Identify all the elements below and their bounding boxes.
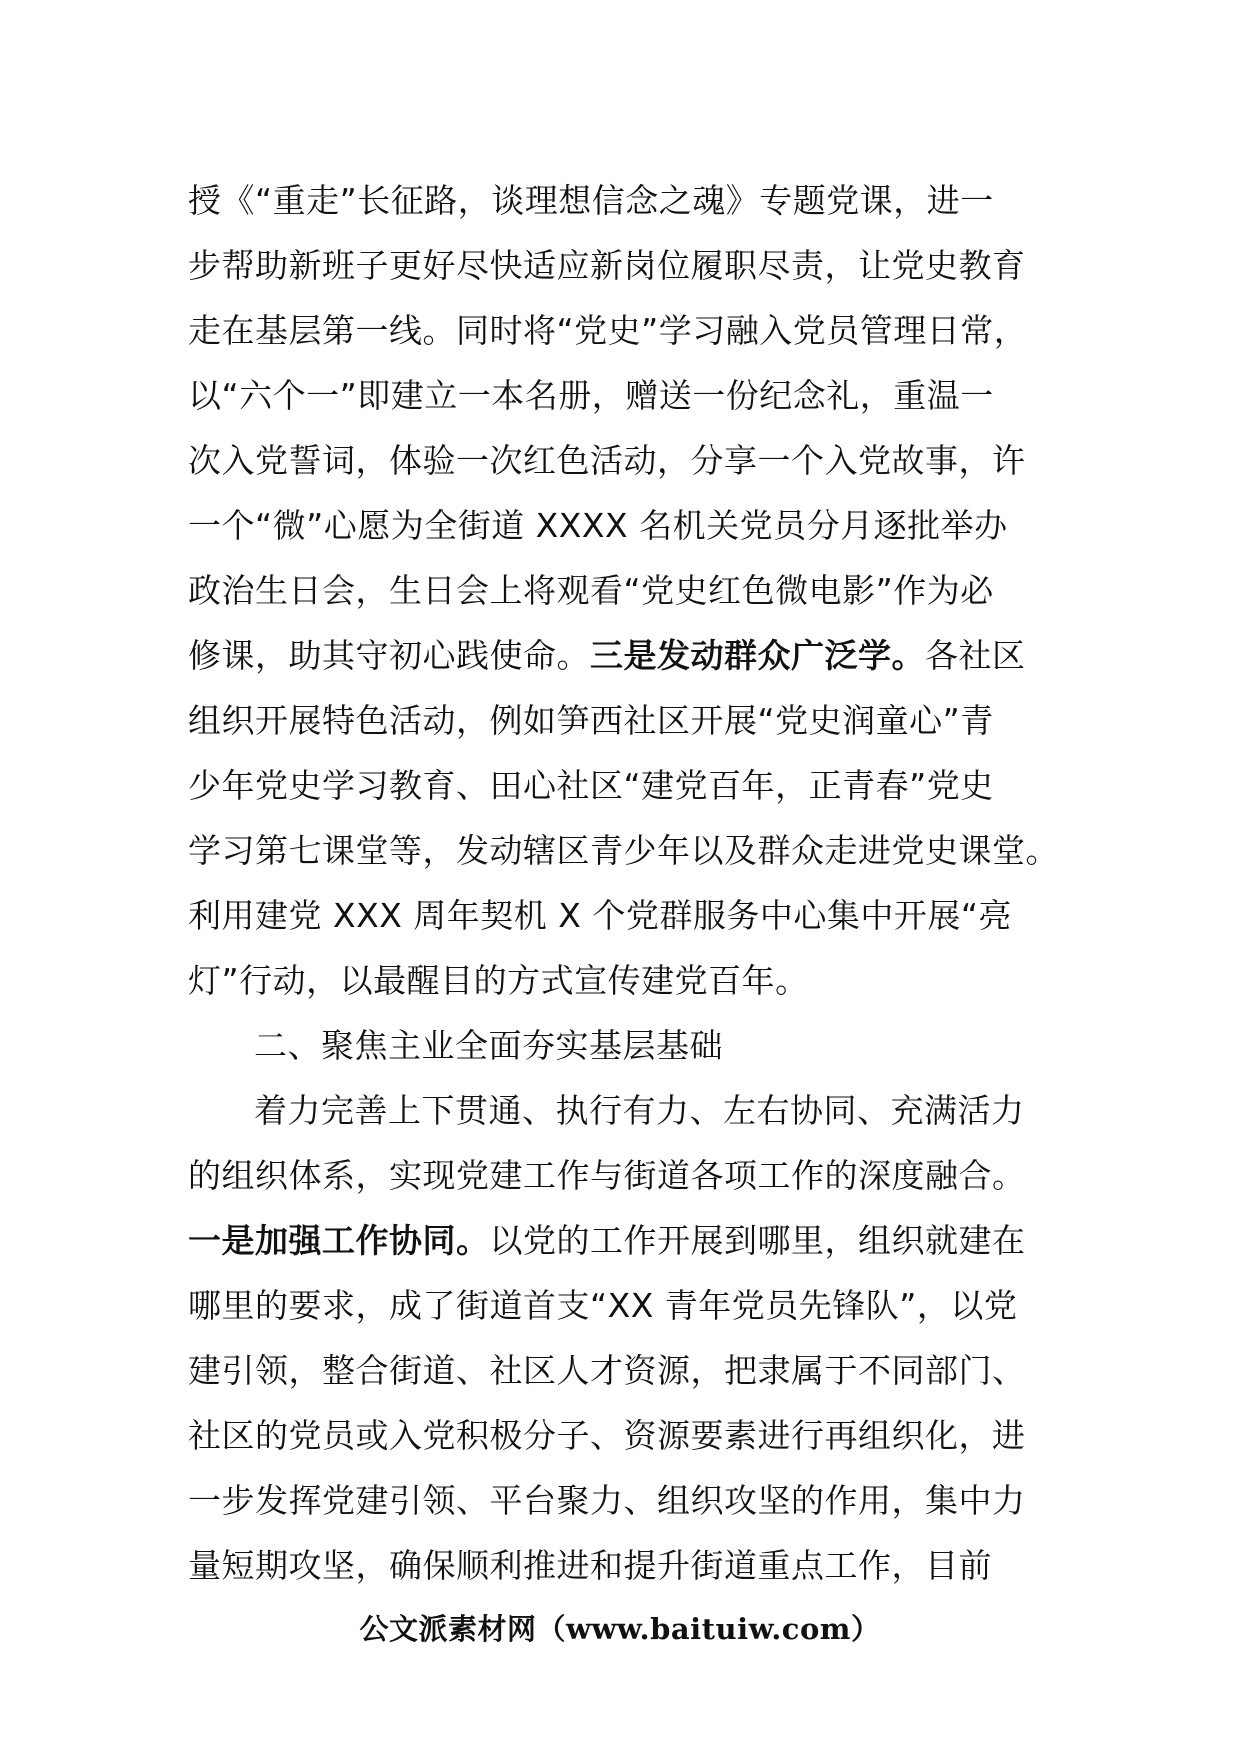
text-line-4: 以“六个一”即建立一本名册，赠送一份纪念礼，重温一 (188, 376, 994, 415)
text-line-20: 社区的党员或入党积极分子、资源要素进行再组织化，进 (188, 1416, 1026, 1455)
text-line-17-end: 以党的工作开展到哪里，组织就建在 (489, 1221, 1026, 1260)
text-line-15: 着力完善上下贯通、执行有力、左右协同、充满活力 (254, 1091, 1025, 1130)
point-one-heading: 一是加强工作协同。 (188, 1221, 490, 1260)
text-line-5: 次入党誓词，体验一次红色活动，分享一个入党故事，许 (188, 441, 1026, 480)
point-three-heading: 三是发动群众广泛学。 (590, 636, 925, 675)
text-line-7: 政治生日会，生日会上将观看“党史红色微电影”作为必 (188, 571, 994, 610)
footer-watermark: 公文派素材网（www.baituiw.com） (359, 1612, 881, 1646)
text-line-8-start: 修课，助其守初心践使命。 (188, 636, 590, 675)
text-line-9: 组织开展特色活动，例如笋西社区开展“党史润童心”青 (188, 701, 994, 740)
section-heading: 二、聚焦主业全面夯实基层基础 (254, 1026, 723, 1065)
text-line-12: 利用建党 XXX 周年契机 X 个党群服务中心集中开展“亮 (188, 896, 1012, 935)
text-line-8-end: 各社区 (925, 636, 1026, 675)
text-line-17 (188, 1208, 1068, 1273)
text-line-21: 一步发挥党建引领、平台聚力、组织攻坚的作用，集中力 (188, 1481, 1026, 1520)
text-line-1: 授《“重走”长征路，谈理想信念之魂》专题党课，进一 (188, 181, 994, 220)
text-line-8 (188, 623, 1068, 688)
text-line-16: 的组织体系，实现党建工作与街道各项工作的深度融合。 (188, 1156, 1026, 1195)
text-line-18: 哪里的要求，成了街道首支“XX 青年党员先锋队”，以党 (188, 1286, 1018, 1325)
text-line-6: 一个“微”心愿为全街道 XXXX 名机关党员分月逐批举办 (188, 506, 1008, 545)
text-line-19: 建引领，整合街道、社区人才资源，把隶属于不同部门、 (188, 1351, 1026, 1390)
text-line-11: 学习第七课堂等，发动辖区青少年以及群众走进党史课堂。 (188, 831, 1059, 870)
text-line-13: 灯”行动，以最醒目的方式宣传建党百年。 (188, 961, 809, 1000)
text-line-10: 少年党史学习教育、田心社区“建党百年，正青春”党史 (188, 766, 994, 805)
text-line-3: 走在基层第一线。同时将“党史”学习融入党员管理日常， (188, 311, 1028, 350)
text-line-22: 量短期攻坚，确保顺利推进和提升街道重点工作，目前 (188, 1546, 992, 1585)
document-body (188, 168, 1068, 1598)
text-line-2: 步帮助新班子更好尽快适应新岗位履职尽责，让党史教育 (188, 246, 1026, 285)
